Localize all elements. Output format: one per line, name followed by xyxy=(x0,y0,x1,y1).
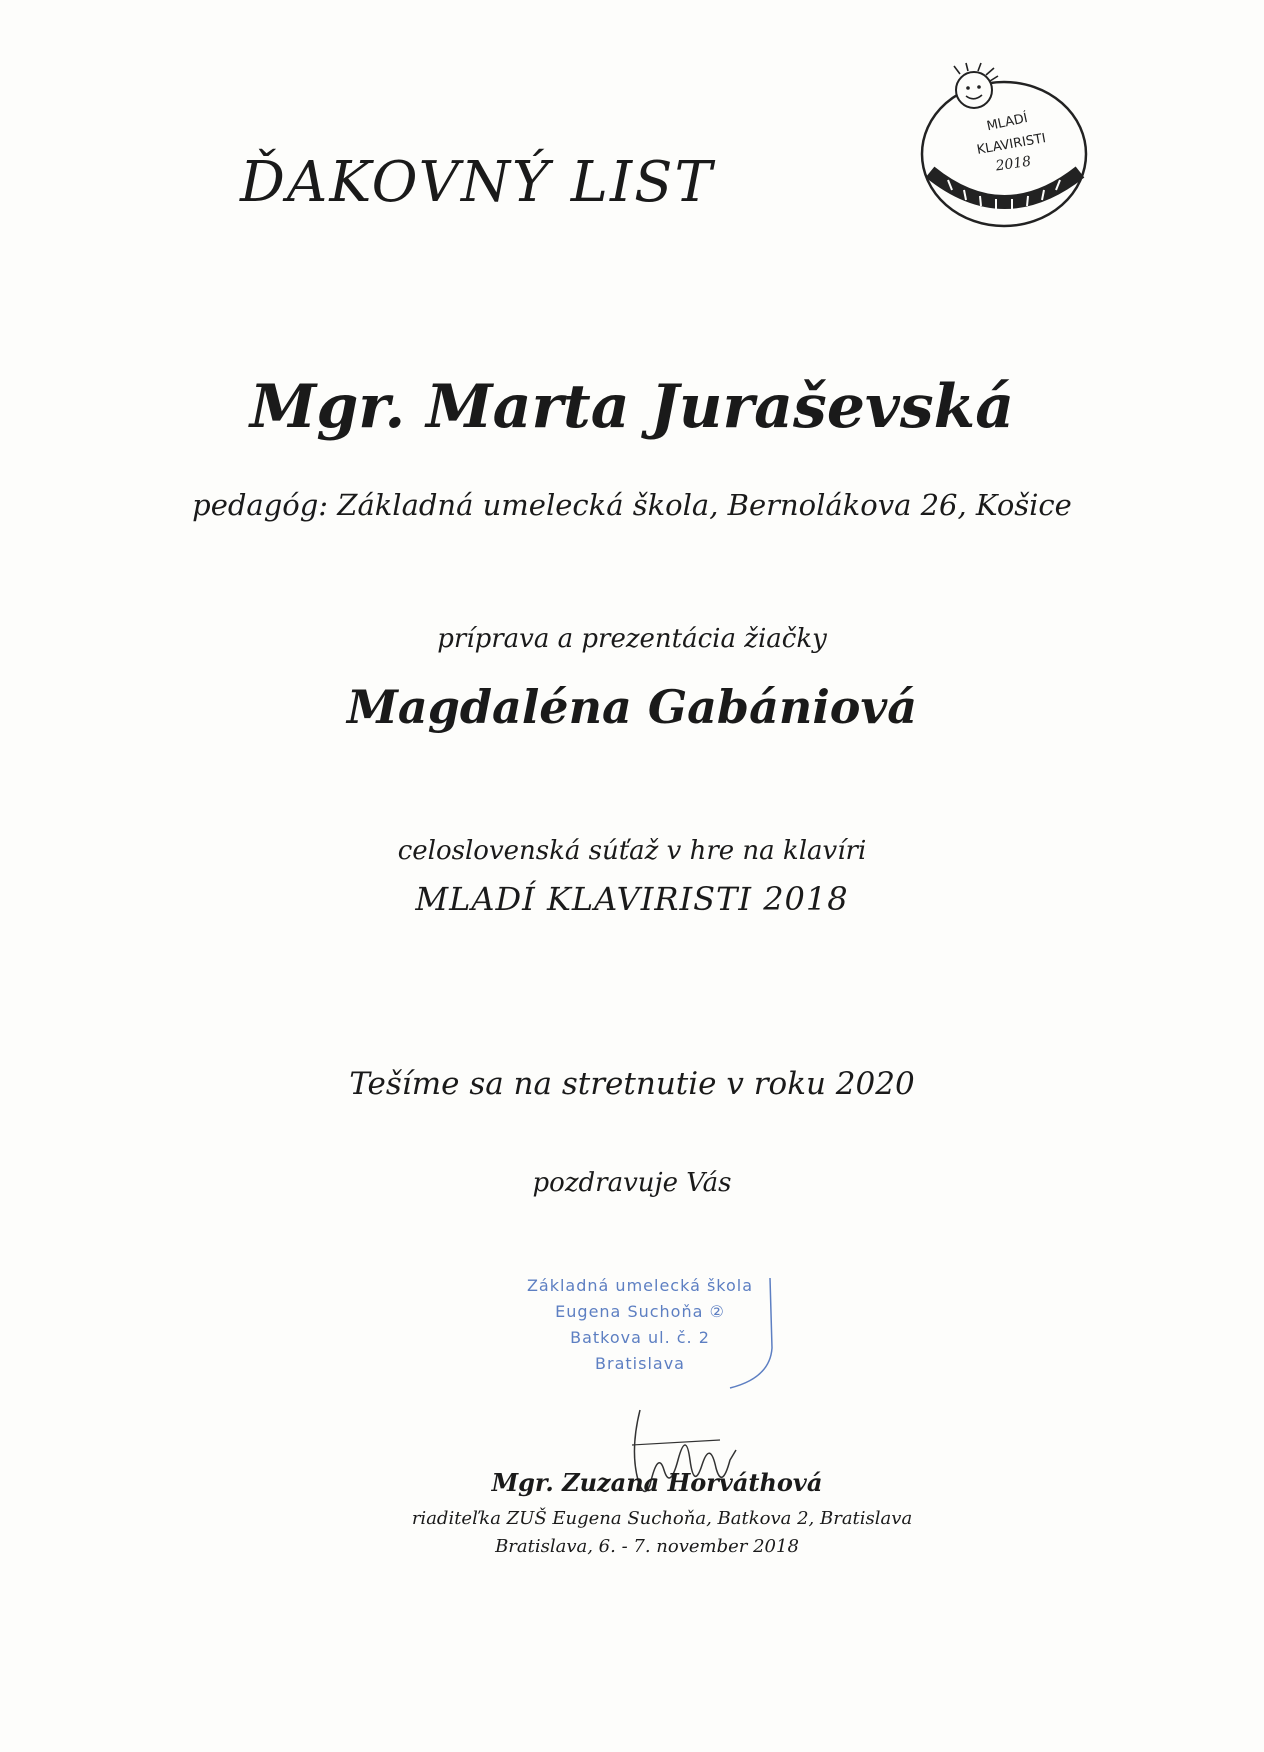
stamp-line-2: Eugena Suchoňa ② xyxy=(555,1302,725,1321)
competition-name: MLADÍ KLAVIRISTI 2018 xyxy=(415,880,849,918)
logo-year: 2018 xyxy=(994,153,1033,175)
stamp-line-3: Batkova ul. č. 2 xyxy=(570,1328,710,1347)
honoree-name: Mgr. Marta Juraševská xyxy=(249,372,1015,442)
mladi-klaviristi-logo xyxy=(908,62,1100,240)
logo-line2: KLAVIRISTI xyxy=(975,131,1048,158)
stamp-line-4: Bratislava xyxy=(595,1354,685,1373)
student-name: Magdaléna Gabániová xyxy=(346,680,918,734)
competition-description: celoslovenská súťaž v hre na klavíri xyxy=(397,836,867,866)
event-date: Bratislava, 6. - 7. november 2018 xyxy=(495,1536,799,1557)
signer-name: Mgr. Zuzana Horváthová xyxy=(491,1468,823,1497)
signer-title: riaditeľka ZUŠ Eugena Suchoňa, Batkova 2, Bratislava xyxy=(411,1508,913,1529)
stamp-line-1: Základná umelecká škola xyxy=(526,1276,754,1295)
preparation-label: príprava a prezentácia žiačky xyxy=(437,624,827,654)
greeting-line: pozdravuje Vás xyxy=(532,1168,732,1198)
logo-line1: MLADÍ xyxy=(985,110,1030,135)
closing-line: Tešíme sa na stretnutie v roku 2020 xyxy=(349,1066,915,1102)
honoree-role: pedagóg: Základná umelecká škola, Bernolákova 26, Košice xyxy=(192,488,1072,522)
certificate-title: ĎAKOVNÝ LIST xyxy=(240,150,714,215)
